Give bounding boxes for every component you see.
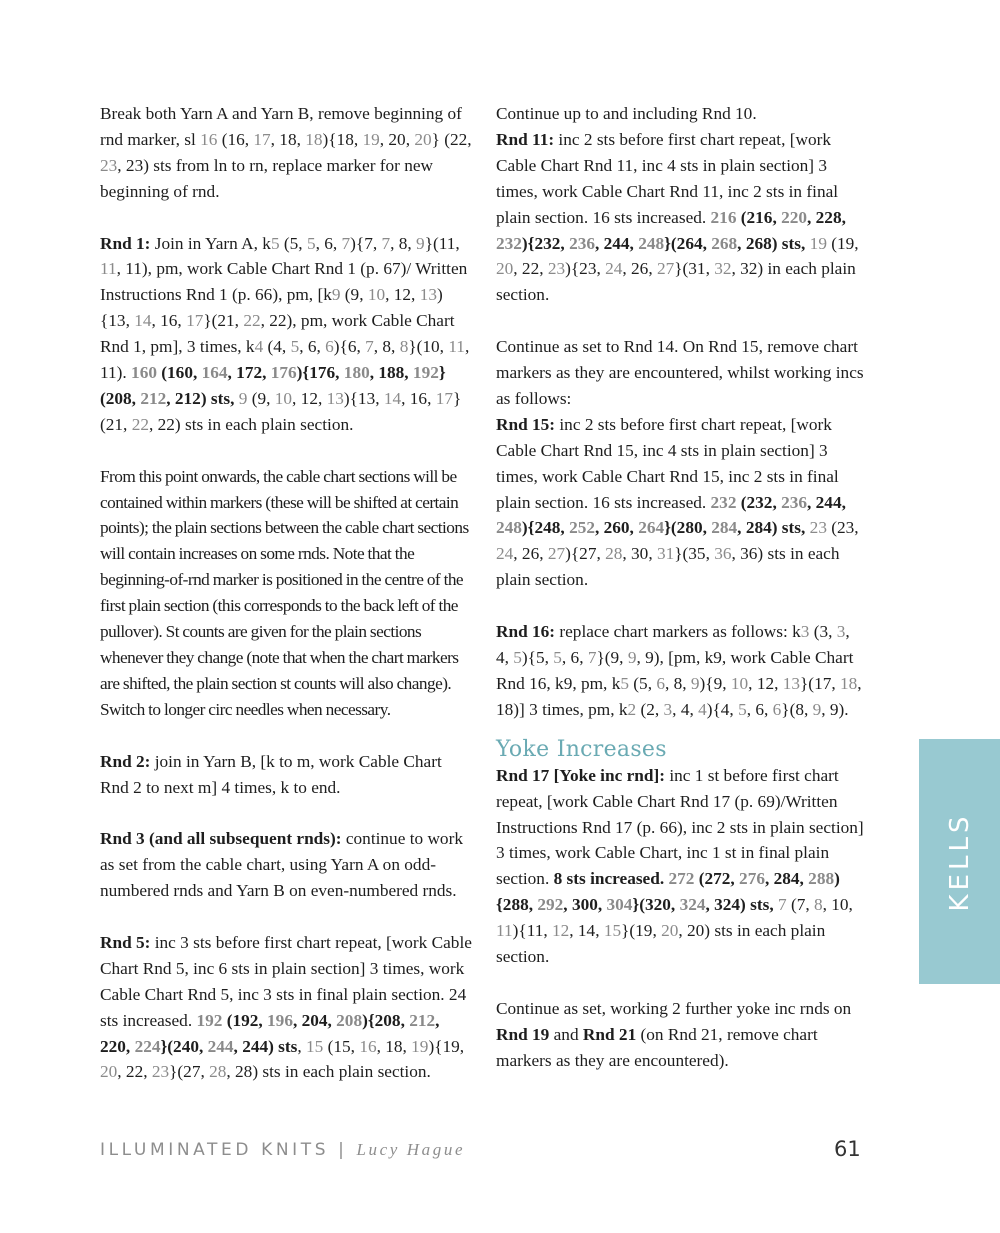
size-variant-number: 7	[381, 233, 391, 253]
bold-text: Rnd 3 (and all subsequent rnds):	[100, 829, 342, 849]
size-variant-number: 19	[411, 1036, 429, 1056]
size-variant-number: 3	[663, 699, 673, 719]
bold-text: , 172,	[227, 363, 271, 383]
size-variant-number: 3	[836, 622, 846, 642]
paragraph-rnd-2: Rnd 2: join in Yarn B, [k to m, work Cable Chart Rnd 2 to next m] 4 times, k to end.	[100, 751, 442, 797]
size-variant-number: 232	[710, 492, 737, 512]
paragraph-rnd-3: Rnd 3 (and all subsequent rnds): continue to work as set from the cable chart, using Yarn A on odd-numbered rnds and Yarn B on even-numbered rnds.	[100, 829, 463, 901]
size-variant-number: 7	[587, 648, 597, 667]
size-variant-number: 27	[656, 259, 675, 279]
size-variant-number: 20	[661, 921, 679, 941]
bold-text: Rnd 15:	[496, 414, 556, 434]
size-variant-number: 160	[131, 363, 157, 383]
section-heading-yoke-increases: Yoke Increases	[496, 736, 667, 762]
size-variant-number: 212	[140, 388, 167, 408]
bold-text: (160,	[156, 363, 202, 383]
size-variant-number: 23	[809, 518, 827, 538]
size-variant-number: 20	[496, 259, 514, 279]
paragraph-rnd-15: Rnd 15: inc 2 sts before first chart repeat, [work Cable Chart Rnd 15, inc 4 sts in plain section] 3 times, work Cable Chart Rnd 15, inc 2 sts in final plain section. 16 sts increased. 232 (232, 236, 244, 248){248, 252, 260, 264}(280, 284, 284) sts, 23 (23, 24, 26, 27){27, 28, 30, 31}(35, 36, 36) sts in each plain section.	[496, 414, 859, 590]
size-variant-number: 19	[809, 233, 827, 253]
size-variant-number: 192	[412, 363, 439, 383]
size-variant-number: 32	[714, 259, 732, 279]
bold-text: , 284) sts,	[737, 518, 806, 538]
size-variant-number: 36	[714, 544, 732, 564]
size-variant-number: 15	[306, 1036, 324, 1056]
size-variant-number: 17	[253, 129, 271, 149]
size-variant-number: 232	[496, 233, 522, 253]
paragraph-rnd-5: Rnd 5: inc 3 sts before first chart repeat, [work Cable Chart Rnd 5, inc 6 sts in plain section] 3 times, work Cable Chart Rnd 5, inc 3 sts in final plain section. 24 sts increased. 192 (192, 196, 204, 208){208, 212, 220, 224}(240, 244, 244) sts, 15 (15, 16, 18, 19){19, 20, 22, 23}(27, 28, 28) sts in each plain section.	[100, 932, 472, 1082]
left-text-column	[100, 101, 472, 1085]
size-variant-number: 216	[710, 207, 737, 227]
bold-text: , 284,	[764, 869, 809, 889]
bold-text: ){248,	[521, 518, 570, 538]
size-variant-number: 3	[800, 622, 810, 642]
bold-text: , 244,	[594, 233, 639, 253]
bold-text: Rnd 11:	[496, 129, 555, 149]
paragraph-rnd-10-11	[496, 101, 866, 308]
size-variant-number: 9	[238, 388, 248, 408]
size-variant-number: 244	[207, 1036, 234, 1056]
paragraph-explanation: From this point onwards, the cable chart sections will be contained within markers (these will be shifted at certain points); the plain sections between the cable chart sections will contain increases on some rnds. Note that the beginning-of-rnd marker is positioned in the centre of the first plain section (this corresponds to the back left of the pullover). St counts are given for the plain sections whenever they change (note that when the chart markers are shifted, the plain section st counts will also change). Switch to longer circ needles when necessary.	[100, 466, 469, 719]
size-variant-number: 264	[638, 518, 665, 538]
size-variant-number: 236	[569, 233, 595, 253]
size-variant-number: 9	[331, 285, 341, 305]
size-variant-number: 16	[200, 129, 218, 149]
bold-text: , 324) sts,	[705, 895, 774, 915]
size-variant-number: 4	[698, 699, 707, 719]
paragraph-continue-rnd-10: Continue up to and including Rnd 10.	[496, 104, 757, 123]
size-variant-number: 6	[325, 337, 334, 357]
size-variant-number: 10	[274, 388, 293, 408]
size-variant-number: 17	[186, 311, 204, 331]
size-variant-number: 6	[772, 699, 782, 719]
bold-text: }(280,	[664, 518, 712, 538]
bold-text: Rnd 16:	[496, 622, 556, 642]
footer-separator: |	[338, 1140, 348, 1160]
size-variant-number: 304	[606, 895, 633, 915]
size-variant-number: 7	[365, 337, 374, 357]
bold-text: , 204,	[292, 1010, 337, 1030]
bold-text: Rnd 19	[496, 1024, 550, 1044]
bold-text: Rnd 17 [Yoke inc rnd]:	[496, 765, 665, 785]
size-variant-number: 23	[547, 259, 566, 279]
bold-text: , 268) sts,	[737, 233, 806, 253]
running-footer	[100, 1140, 465, 1160]
size-variant-number: 16	[359, 1036, 377, 1056]
size-variant-number: 20	[414, 129, 432, 149]
size-variant-number: 22	[243, 311, 261, 331]
size-variant-number: 8	[813, 895, 823, 915]
bold-text: Rnd 21	[582, 1024, 637, 1044]
size-variant-number: 20	[100, 1062, 118, 1082]
bold-text: (216,	[736, 207, 782, 227]
bold-text: , 244,	[807, 492, 846, 512]
bold-text: }(240,	[160, 1036, 208, 1056]
size-variant-number: 224	[134, 1036, 161, 1056]
size-variant-number: 164	[201, 363, 228, 383]
size-variant-number: 5	[306, 233, 316, 253]
bold-text: , 260,	[594, 518, 639, 538]
bold-text: Rnd 1:	[100, 233, 151, 253]
size-variant-number: 196	[267, 1010, 293, 1030]
size-variant-number: 2	[627, 699, 637, 719]
bold-text: }(320,	[632, 895, 680, 915]
size-variant-number: 17	[435, 388, 453, 408]
size-variant-number: 28	[605, 544, 623, 564]
size-variant-number: 13	[782, 673, 801, 693]
size-variant-number: 19	[362, 129, 380, 149]
paragraph-rnd-14-15	[496, 334, 866, 593]
size-variant-number: 27	[547, 544, 566, 564]
paragraph-break-yarn: Break both Yarn A and Yarn B, remove beginning of rnd marker, sl 16 (16, 17, 18, 18){18, 19, 20, 20} (22, 23, 23) sts from ln to rn, replace marker for new beginning of rnd.	[100, 104, 472, 201]
page-number: 61	[834, 1137, 861, 1161]
size-variant-number: 5	[620, 673, 629, 693]
size-variant-number: 252	[569, 518, 595, 538]
size-variant-number: 14	[383, 388, 402, 408]
size-variant-number: 18	[840, 673, 858, 693]
size-variant-number: 12	[551, 921, 570, 941]
bold-text: , 188,	[369, 363, 413, 383]
size-variant-number: 6	[656, 673, 665, 693]
size-variant-number: 9	[416, 233, 425, 253]
bold-text: ){208,	[362, 1010, 410, 1030]
size-variant-number: 13	[326, 388, 344, 408]
paragraph-rnd-11: Rnd 11: inc 2 sts before first chart repeat, [work Cable Chart Rnd 11, inc 4 sts in plain section] 3 times, work Cable Chart Rnd 11, inc 2 sts in final plain section. 16 sts increased. 216 (216, 220, 228, 232){232, 236, 244, 248}(264, 268, 268) sts, 19 (19, 20, 22, 23){23, 24, 26, 27}(31, 32, 32) in each plain section.	[496, 129, 859, 305]
size-variant-number: 9	[812, 699, 822, 719]
size-variant-number: 276	[739, 869, 765, 889]
bold-text: (272,	[694, 869, 740, 889]
bold-text: (192,	[222, 1010, 268, 1030]
size-variant-number: 180	[343, 363, 370, 383]
size-variant-number: 192	[196, 1010, 223, 1030]
size-variant-number: 292	[537, 895, 564, 915]
size-variant-number: 5	[290, 337, 300, 357]
size-variant-number: 24	[605, 259, 623, 279]
bold-text: }(208,	[100, 363, 446, 408]
paragraph-rnd-16: Rnd 16: replace chart markers as follows: k3 (3, 3, 4, 5){5, 5, 6, 7}(9, 9, 9), [pm, k9, work Cable Chart Rnd 16, k9, pm, k5 (5, 6, 8, 9){9, 10, 12, 13}(17, 18, 18)] 3 times, pm, k2 (2, 3, 4, 4){4, 5, 6, 6}(8, 9, 9).	[496, 622, 862, 719]
paragraph-rnd-1: Rnd 1: Join in Yarn A, k5 (5, 5, 6, 7){7, 7, 8, 9}(11, 11, 11), pm, work Cable Chart Rnd 1 (p. 67)/ Written Instructions Rnd 1 (p. 66), pm, [k9 (9, 10, 12, 13){13, 14, 16, 17}(21, 22, 22), pm, work Cable Chart Rnd 1, pm], 3 times, k4 (4, 5, 6, 6){6, 7, 8, 8}(10, 11, 11). 160 (160, 164, 172, 176){176, 180, 188, 192}(208, 212, 212) sts, 9 (9, 10, 12, 13){13, 14, 16, 17}(21, 22, 22) sts in each plain section.	[100, 233, 470, 434]
size-variant-number: 5	[738, 699, 747, 719]
size-variant-number: 220	[781, 207, 808, 227]
size-variant-number: 10	[730, 673, 749, 693]
bold-text: (232,	[736, 492, 782, 512]
chapter-side-tab	[919, 739, 1000, 984]
size-variant-number: 248	[638, 233, 665, 253]
bold-text: Rnd 2:	[100, 751, 151, 771]
size-variant-number: 10	[367, 285, 386, 305]
size-variant-number: 23	[100, 155, 118, 175]
bold-text: , 300,	[563, 895, 607, 915]
size-variant-number: 14	[134, 311, 152, 331]
size-variant-number: 176	[270, 363, 297, 383]
bold-text: }(264,	[664, 233, 712, 253]
size-variant-number: 7	[341, 233, 351, 253]
size-variant-number: 5	[270, 233, 280, 253]
paragraph-continue-rnd-14: Continue as set to Rnd 14. On Rnd 15, remove chart markers as they are encountered, whilst working incs as follows:	[496, 337, 864, 408]
bold-text: ){232,	[521, 233, 570, 253]
size-variant-number: 13	[419, 285, 437, 305]
size-variant-number: 212	[409, 1010, 436, 1030]
size-variant-number: 11	[100, 259, 117, 279]
size-variant-number: 288	[808, 869, 835, 889]
size-variant-number: 324	[679, 895, 706, 915]
bold-text: , 244) sts	[233, 1036, 298, 1056]
size-variant-number: 4	[254, 337, 264, 357]
size-variant-number: 24	[496, 544, 514, 564]
size-variant-number: 22	[131, 414, 149, 434]
bold-text: 8 sts increased.	[553, 869, 669, 889]
bold-text: , 212) sts,	[166, 388, 235, 408]
size-variant-number: 5	[513, 648, 522, 667]
size-variant-number: 15	[603, 921, 622, 941]
size-variant-number: 8	[399, 337, 409, 357]
paragraph-continue-yoke: Continue as set, working 2 further yoke inc rnds on Rnd 19 and Rnd 21 (on Rnd 21, remove chart markers as they are encountered).	[496, 998, 852, 1070]
size-variant-number: 11	[448, 337, 465, 357]
bold-text: ){288,	[496, 869, 840, 915]
bold-text: , 220,	[100, 1010, 440, 1056]
footer-book-title: ILLUMINATED KNITS	[100, 1140, 330, 1160]
right-text-column	[496, 101, 866, 1074]
size-variant-number: 18	[305, 129, 323, 149]
footer-author: Lucy Hague	[356, 1140, 466, 1159]
size-variant-number: 272	[668, 869, 695, 889]
bold-text: Rnd 5:	[100, 932, 151, 952]
size-variant-number: 208	[336, 1010, 363, 1030]
size-variant-number: 9	[627, 648, 637, 667]
size-variant-number: 7	[777, 895, 787, 915]
size-variant-number: 9	[690, 673, 700, 693]
size-variant-number: 11	[496, 921, 513, 941]
size-variant-number: 31	[656, 544, 675, 564]
size-variant-number: 28	[209, 1062, 227, 1082]
size-variant-number: 248	[496, 518, 522, 538]
bold-text: , 228,	[807, 207, 846, 227]
chapter-tab-label: KELLS	[944, 812, 975, 911]
size-variant-number: 23	[151, 1062, 170, 1082]
bold-text: ){176,	[296, 363, 344, 383]
size-variant-number: 284	[711, 518, 738, 538]
size-variant-number: 5	[553, 648, 562, 667]
size-variant-number: 268	[711, 233, 738, 253]
size-variant-number: 236	[781, 492, 808, 512]
paragraph-rnd-17: Rnd 17 [Yoke inc rnd]: inc 1 st before first chart repeat, [work Cable Chart Rnd 17 (p. 69)/Written Instructions Rnd 17 (p. 66), inc 2 sts in plain section] 3 times, work Cable Chart, inc 1 st in final plain section. 8 sts increased. 272 (272, 276, 284, 288){288, 292, 300, 304}(320, 324, 324) sts, 7 (7, 8, 10, 11){11, 12, 14, 15}(19, 20, 20) sts in each plain section.	[496, 765, 864, 967]
